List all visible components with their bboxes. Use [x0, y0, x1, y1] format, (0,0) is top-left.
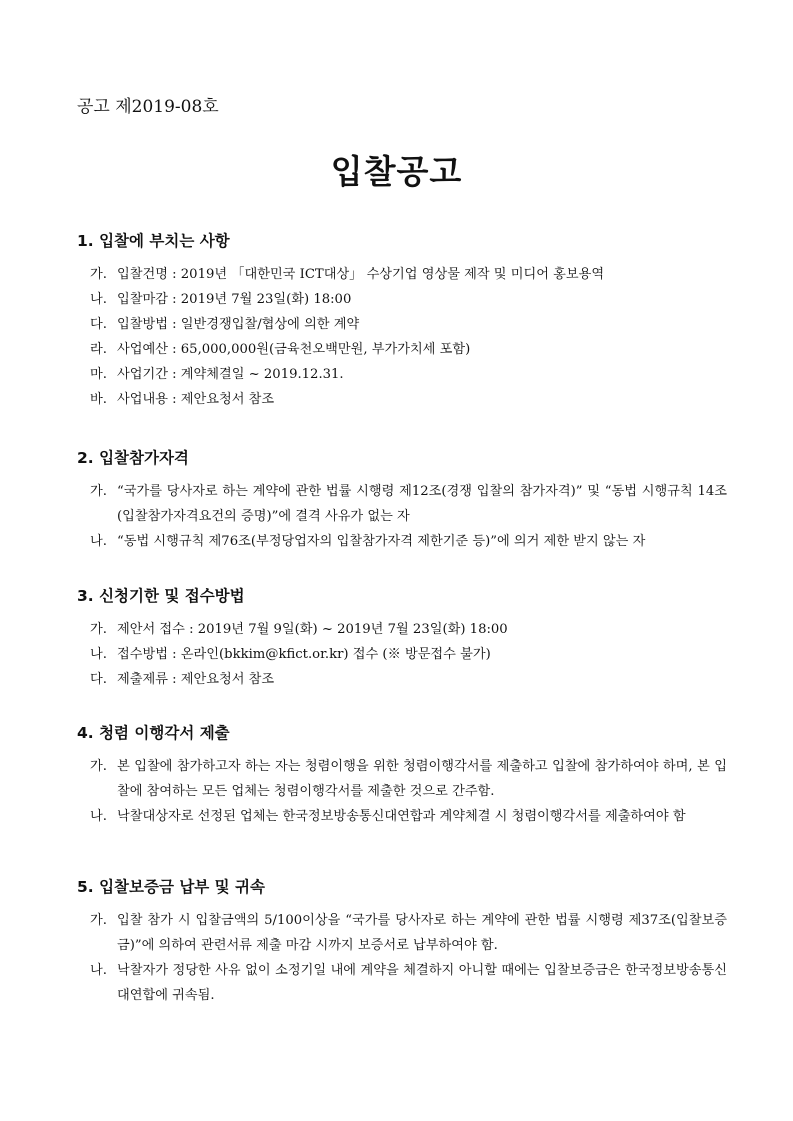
section-integrity-pledge: [77, 722, 727, 829]
item-marker: 가.: [90, 267, 107, 282]
item-text: 본 입찰에 참가하고자 하는 자는 청렴이행을 위한 청렴이행각서를 제출하고 입찰에 참가하여야 하며, 본 입찰에 참여하는 모든 업체는 청렴이행각서를 제출한 것으로 간주함.: [117, 759, 727, 799]
list-item: [77, 617, 727, 642]
item-text: 제출제류 : 제안요청서 참조: [117, 672, 275, 687]
item-marker: 가.: [90, 484, 107, 499]
list-item: [77, 287, 727, 312]
item-text: 접수방법 : 온라인(bkkim@kfict.or.kr) 접수 (※ 방문접수 불가): [117, 647, 491, 662]
item-text: 제안서 접수 : 2019년 7월 9일(화) ~ 2019년 7월 23일(화) 18:00: [117, 622, 508, 637]
page-title: 입찰공고: [330, 152, 463, 191]
item-text: 입찰 참가 시 입찰금액의 5/100이상을 “국가를 당사자로 하는 계약에 관한 법률 시행령 제37조(입찰보증금)”에 의하여 관련서류 제출 마감 시까지 보증서로 납부하여야 함.: [117, 913, 727, 953]
section-eligibility: [77, 447, 727, 554]
item-marker: 마.: [90, 367, 107, 382]
section-heading: 2. 입찰참가자격: [77, 449, 189, 467]
item-text: “동법 시행규칙 제76조(부정당업자의 입찰참가자격 제한기준 등)”에 의거 제한 받지 않는 자: [117, 534, 646, 549]
item-marker: 바.: [90, 392, 107, 407]
list-item: [77, 958, 727, 1008]
list-item: [77, 908, 727, 958]
item-marker: 나.: [90, 647, 107, 662]
list-item: [77, 312, 727, 337]
section-heading: 4. 청렴 이행각서 제출: [77, 724, 230, 742]
item-text: 입찰마감 : 2019년 7월 23일(화) 18:00: [117, 292, 352, 307]
list-item: [77, 387, 727, 412]
item-marker: 다.: [90, 317, 107, 332]
item-marker: 가.: [90, 759, 107, 774]
section-heading: 5. 입찰보증금 납부 및 귀속: [77, 878, 265, 896]
item-text: 낙찰대상자로 선정된 업체는 한국정보방송통신대연합과 계약체결 시 청렴이행각서를 제출하여야 함: [117, 809, 686, 824]
item-marker: 다.: [90, 672, 107, 687]
section-submission: [77, 585, 727, 692]
list-item: [77, 529, 727, 554]
item-marker: 라.: [90, 342, 107, 357]
list-item: [77, 642, 727, 667]
section-heading: 1. 입찰에 부치는 사항: [77, 232, 230, 250]
list-item: [77, 804, 727, 829]
item-marker: 나.: [90, 292, 107, 307]
section-bid-items: [77, 230, 727, 412]
list-item: [77, 754, 727, 804]
list-item: [77, 262, 727, 287]
list-item: [77, 362, 727, 387]
list-item: [77, 479, 727, 529]
list-item: [77, 337, 727, 362]
notice-number: 공고 제2019-08호: [77, 97, 219, 117]
item-marker: 가.: [90, 622, 107, 637]
item-text: 사업예산 : 65,000,000원(금육천오백만원, 부가가치세 포함): [117, 342, 471, 357]
section-bid-deposit: [77, 876, 727, 1008]
item-text: “국가를 당사자로 하는 계약에 관한 법률 시행령 제12조(경쟁 입찰의 참가자격)” 및 “동법 시행규칙 14조(입찰참가자격요건의 증명)”에 결격 사유가 없는 자: [117, 484, 727, 524]
item-text: 입찰건명 : 2019년 「대한민국 ICT대상」 수상기업 영상물 제작 및 미디어 홍보용역: [117, 267, 605, 282]
item-marker: 가.: [90, 913, 107, 928]
item-text: 낙찰자가 정당한 사유 없이 소정기일 내에 계약을 체결하지 아니할 때에는 입찰보증금은 한국정보방송통신대연합에 귀속됨.: [117, 963, 727, 1003]
item-text: 사업기간 : 계약체결일 ~ 2019.12.31.: [117, 367, 344, 382]
item-marker: 나.: [90, 534, 107, 549]
section-heading: 3. 신청기한 및 접수방법: [77, 587, 245, 605]
list-item: [77, 667, 727, 692]
item-marker: 나.: [90, 809, 107, 824]
item-marker: 나.: [90, 963, 107, 978]
item-text: 사업내용 : 제안요청서 참조: [117, 392, 275, 407]
item-text: 입찰방법 : 일반경쟁입찰/협상에 의한 계약: [117, 317, 360, 332]
